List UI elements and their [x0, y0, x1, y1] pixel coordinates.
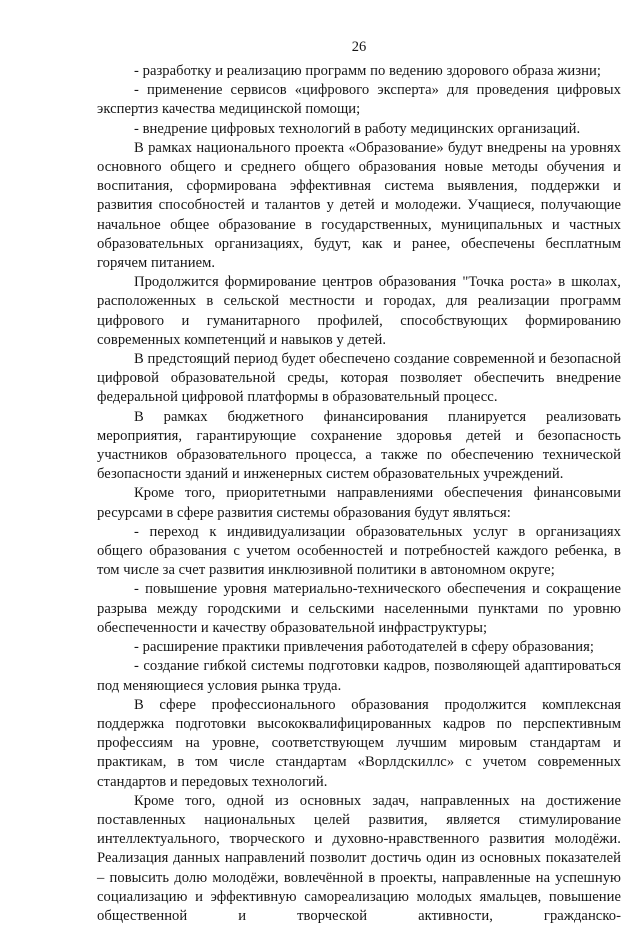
bullet-flexible-training: - создание гибкой системы подготовки кадров, позволяющей адаптироваться под меняющиеся условия рынка труда.	[97, 658, 621, 694]
paragraph-professional-education: В сфере профессионального образования продолжится комплексная поддержка подготовки высококвалифицированных кадров по перспективным профессиям на уровне, соответствующем лучшим мировым стандартам и практикам, в том числе стандартам «Ворлдскиллс» с учетом современных стандартов и передовых технологий.	[97, 696, 621, 790]
bullet-material-technical: - повышение уровня материально-технического обеспечения и сокращение разрыва между городскими и сельскими населенными пунктами по уровню обеспеченности и качеству образовательной инфраструктуры;	[97, 581, 621, 636]
bullet-individualization: - переход к индивидуализации образовательных услуг в организациях общего образования с учетом особенностей и потребностей каждого ребенка, в том числе за счет развития инклюзивной политики в автономном округе;	[97, 523, 621, 579]
paragraph-priority-directions: Кроме того, приоритетными направлениями обеспечения финансовыми ресурсами в сфере развития системы образования будут являться:	[97, 485, 621, 521]
document-page	[97, 38, 621, 926]
paragraph-digital-environment: В предстоящий период будет обеспечено создание современной и безопасной цифровой образовательной среды, которая позволяет обеспечить внедрение федеральной цифровой платформы в образовательный процесс.	[97, 351, 621, 406]
paragraph-youth-development: Кроме того, одной из основных задач, направленных на достижение поставленных национальных целей развития, является стимулирование интеллектуального, творческого и духовно-нравственного развития молодёжи. Реализация данных направлений позволит достичь один из основных показателей – повысить долю молодёжи, вовлечённой в проекты, направленные на успешную социализацию и эффективную самореализацию молодых ямальцев, повышение общественной и творческой активности, гражданско-	[97, 792, 621, 924]
paragraph-national-project-education: В рамках национального проекта «Образование» будут внедрены на уровнях основного общего и среднего общего образования новые методы обучения и воспитания, сформирована эффективная система выявления, поддержки и развития способностей и талантов у детей и молодежи. Учащиеся, получающие начальное общее образование в государственных, муниципальных и частных образовательных организациях, будут, как и ранее, обеспечены бесплатным горячем питанием.	[97, 139, 621, 272]
paragraph-tochka-rosta: Продолжится формирование центров образования "Точка роста» в школах, расположенных в сельской местности и городах, для реализации программ цифрового и гуманитарного профилей, способствующих формированию современных компетенций и навыков у детей.	[97, 274, 621, 348]
bullet-digital-technologies: - внедрение цифровых технологий в работу медицинских организаций.	[134, 120, 581, 137]
bullet-employers: - расширение практики привлечения работодателей в сферу образования;	[134, 639, 594, 656]
bullet-digital-expert: - применение сервисов «цифрового эксперта» для проведения цифровых экспертиз качества медицинской помощи;	[97, 82, 621, 118]
paragraph-budget-financing: В рамках бюджетного финансирования планируется реализовать мероприятия, гарантирующие сохранение здоровья детей и безопасность участников образовательного процесса, а также по обеспечению технической безопасности зданий и инженерных систем образовательных учреждений.	[97, 408, 621, 483]
bullet-healthy-lifestyle: - разработку и реализацию программ по ведению здорового образа жизни;	[134, 63, 601, 79]
page-number: 26	[351, 39, 367, 55]
